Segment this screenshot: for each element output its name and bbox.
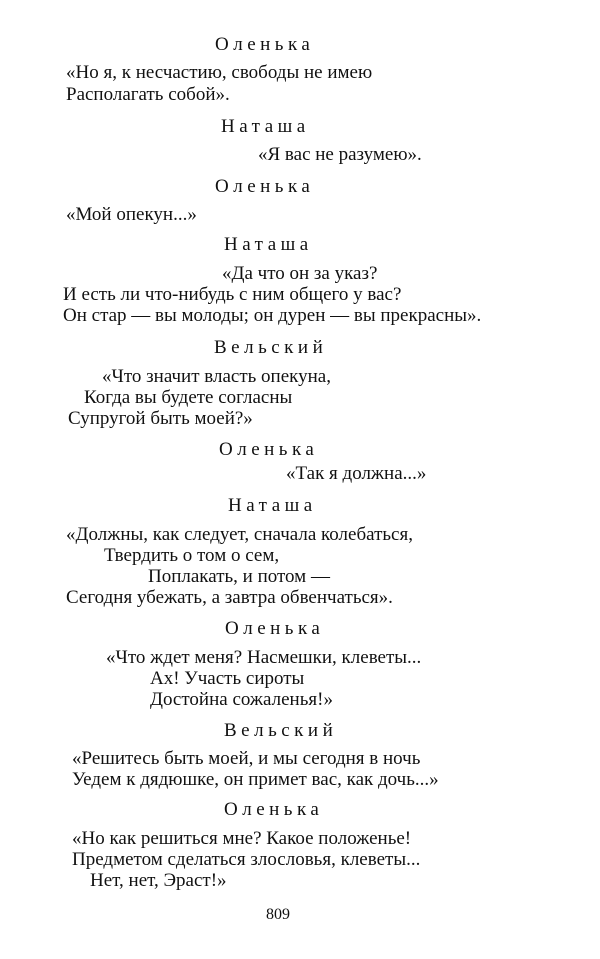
speaker-name: Оленька	[219, 439, 319, 460]
speaker-name: Оленька	[225, 618, 325, 639]
verse-line: «Должны, как следует, сначала колебаться,	[66, 524, 413, 545]
verse-line: «Мой опекун...»	[66, 204, 197, 225]
verse-line: Нет, нет, Эраст!»	[90, 870, 227, 891]
speaker-name: Наташа	[221, 116, 310, 137]
speaker-name: Оленька	[224, 799, 324, 820]
speaker-name: Вельский	[224, 720, 338, 741]
verse-line: Предметом сделаться злословья, клеветы...	[72, 849, 421, 870]
verse-line: «Но как решиться мне? Какое положенье!	[72, 828, 412, 849]
verse-line: «Да что он за указ?	[222, 263, 378, 284]
page-number: 809	[266, 906, 290, 923]
verse-line: Он стар — вы молоды; он дурен — вы прекрасны».	[63, 305, 482, 326]
verse-line: Располагать собой».	[66, 84, 230, 105]
verse-line: «Я вас не разумею».	[258, 144, 422, 165]
speaker-name: Наташа	[224, 234, 313, 255]
verse-line: Уедем к дядюшке, он примет вас, как дочь...»	[72, 769, 439, 790]
verse-line: «Что значит власть опекуна,	[102, 366, 331, 387]
verse-line: Поплакать, и потом —	[148, 566, 330, 587]
speaker-name: Наташа	[228, 495, 317, 516]
speaker-name: Оленька	[215, 176, 315, 197]
verse-line: «Так я должна...»	[286, 463, 427, 484]
verse-line: Твердить о том о сем,	[104, 545, 280, 566]
verse-line: Когда вы будете согласны	[84, 387, 293, 408]
speaker-name: Вельский	[214, 337, 328, 358]
verse-line: «Решитесь быть моей, и мы сегодня в ночь	[72, 748, 421, 769]
verse-line: Супругой быть моей?»	[68, 408, 253, 429]
verse-line: «Но я, к несчастию, свободы не имею	[66, 62, 373, 83]
verse-line: «Что ждет меня? Насмешки, клеветы...	[106, 647, 422, 668]
speaker-name: Оленька	[215, 34, 315, 55]
verse-line: Достойна сожаленья!»	[150, 689, 333, 710]
verse-line: Сегодня убежать, а завтра обвенчаться».	[66, 587, 393, 608]
verse-line: Ах! Участь сироты	[150, 668, 305, 689]
verse-line: И есть ли что-нибудь с ним общего у вас?	[63, 284, 402, 305]
